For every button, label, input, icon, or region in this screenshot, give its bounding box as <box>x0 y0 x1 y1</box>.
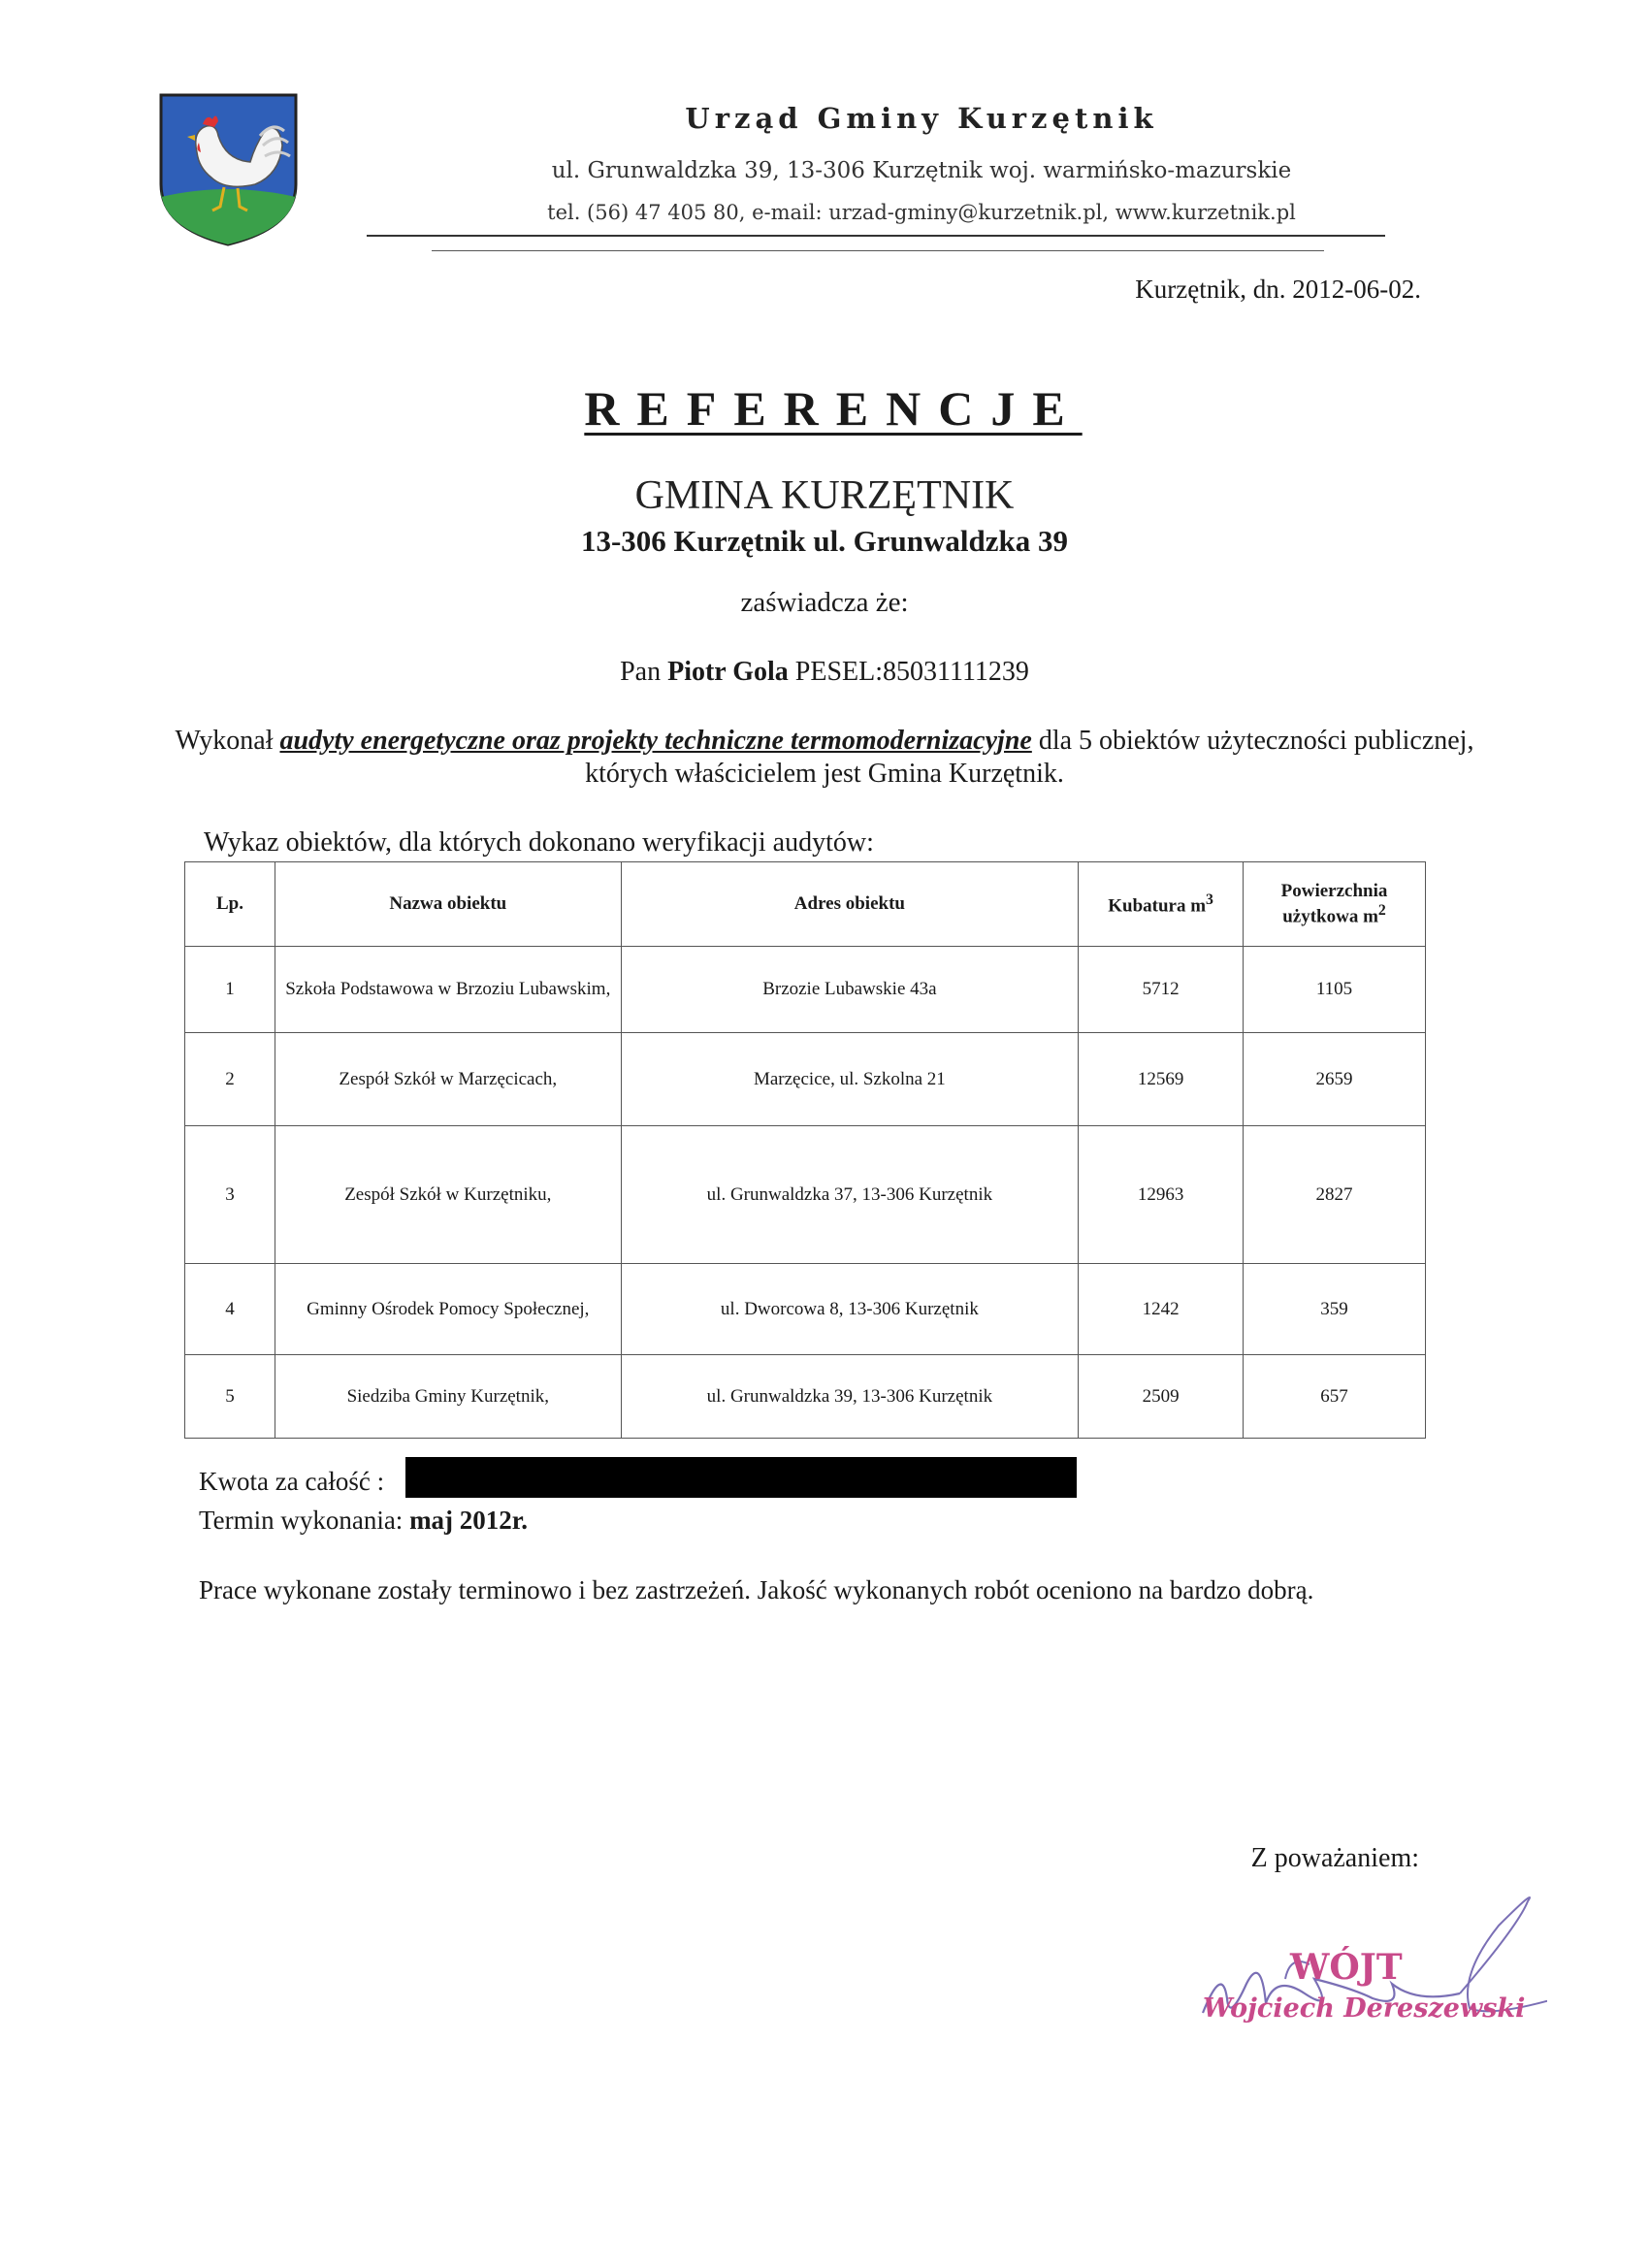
document-title <box>0 380 1649 437</box>
work-description <box>155 725 1494 791</box>
organization-name: Urząd Gminy Kurzętnik <box>685 102 1158 135</box>
header-area <box>1244 862 1426 947</box>
cell-address: ul. Grunwaldzka 39, 13-306 Kurzętnik <box>621 1355 1079 1439</box>
header-divider-secondary <box>432 250 1324 251</box>
cell-volume: 12569 <box>1079 1033 1244 1126</box>
cell-address: Brzozie Lubawskie 43a <box>621 947 1079 1033</box>
header-volume <box>1079 862 1244 947</box>
header-area-text: Powierzchnia użytkowa m <box>1280 880 1388 927</box>
cell-name: Szkoła Podstawowa w Brzoziu Lubawskim, <box>275 947 621 1033</box>
cell-area: 657 <box>1244 1355 1426 1439</box>
issuer-name: GMINA KURZĘTNIK <box>634 473 1015 518</box>
work-emphasis: audyty energetyczne oraz projekty techniczne termomodernizacyjne <box>279 726 1032 756</box>
cell-area: 2659 <box>1244 1033 1426 1126</box>
cell-area: 2827 <box>1244 1126 1426 1264</box>
deadline-line <box>199 1506 528 1536</box>
cell-lp: 4 <box>185 1264 275 1355</box>
header-divider <box>367 235 1385 237</box>
header-address: Adres obiektu <box>621 862 1079 947</box>
cell-address: ul. Grunwaldzka 37, 13-306 Kurzętnik <box>621 1126 1079 1264</box>
table-row <box>185 1033 1426 1126</box>
person-pesel: PESEL:85031111239 <box>788 657 1029 687</box>
amount-label: Kwota za całość : <box>199 1467 385 1496</box>
header-volume-text: Kubatura m <box>1108 895 1207 917</box>
table-row <box>185 947 1426 1033</box>
cell-lp: 1 <box>185 947 275 1033</box>
stamp-title: WÓJT <box>1290 1947 1403 1988</box>
cell-address: Marzęcice, ul. Szkolna 21 <box>621 1033 1079 1126</box>
cell-name: Zespół Szkół w Marzęcicach, <box>275 1033 621 1126</box>
deadline-value: maj 2012r. <box>409 1506 529 1535</box>
cell-volume: 12963 <box>1079 1126 1244 1264</box>
header-volume-exp: 3 <box>1206 891 1213 908</box>
redaction-block <box>405 1457 1077 1498</box>
closing-text: Z poważaniem: <box>1250 1843 1419 1873</box>
table-row <box>185 1126 1426 1264</box>
place-date: Kurzętnik, dn. 2012-06-02. <box>1135 275 1421 304</box>
table-row <box>185 1355 1426 1439</box>
cell-name: Zespół Szkół w Kurzętniku, <box>275 1126 621 1264</box>
deadline-label: Termin wykonania: <box>199 1506 410 1535</box>
organization-address: ul. Grunwaldzka 39, 13-306 Kurzętnik woj. warmińsko-mazurskie <box>551 158 1292 183</box>
cell-address: ul. Dworcowa 8, 13-306 Kurzętnik <box>621 1264 1079 1355</box>
certifies-text: zaświadcza że: <box>740 587 909 618</box>
table-header-row <box>185 862 1426 947</box>
person-prefix: Pan <box>620 657 668 687</box>
crest-icon <box>158 92 299 247</box>
organization-contact: tel. (56) 47 405 80, e-mail: urzad-gminy@kurzetnik.pl, www.kurzetnik.pl <box>547 201 1296 224</box>
cell-area: 1105 <box>1244 947 1426 1033</box>
cell-name: Siedziba Gminy Kurzętnik, <box>275 1355 621 1439</box>
work-prefix: Wykonał <box>175 726 280 756</box>
person-line <box>0 657 1649 688</box>
objects-table <box>184 861 1426 1439</box>
issuer-address: 13-306 Kurzętnik ul. Grunwaldzka 39 <box>580 524 1069 558</box>
cell-volume: 5712 <box>1079 947 1244 1033</box>
person-name: Piotr Gola <box>667 657 789 687</box>
document-title-text: REFERENCJE <box>584 381 1083 436</box>
cell-volume: 2509 <box>1079 1355 1244 1439</box>
cell-volume: 1242 <box>1079 1264 1244 1355</box>
cell-lp: 3 <box>185 1126 275 1264</box>
work-suffix: dla 5 obiektów użyteczności publicznej, których właścicielem jest Gmina Kurzętnik. <box>585 726 1474 789</box>
cell-area: 359 <box>1244 1264 1426 1355</box>
stamp-name: Wojciech Dereszewski <box>1203 1993 1526 2024</box>
header-lp: Lp. <box>185 862 275 947</box>
cell-lp: 5 <box>185 1355 275 1439</box>
list-caption: Wykaz obiektów, dla których dokonano weryfikacji audytów: <box>204 827 874 858</box>
table-row <box>185 1264 1426 1355</box>
cell-name: Gminny Ośrodek Pomocy Społecznej, <box>275 1264 621 1355</box>
assessment-text: Prace wykonane zostały terminowo i bez zastrzeżeń. Jakość wykonanych robót oceniono na bardzo dobrą. <box>199 1575 1314 1604</box>
cell-lp: 2 <box>185 1033 275 1126</box>
header-area-exp: 2 <box>1377 901 1386 919</box>
header-name: Nazwa obiektu <box>275 862 621 947</box>
